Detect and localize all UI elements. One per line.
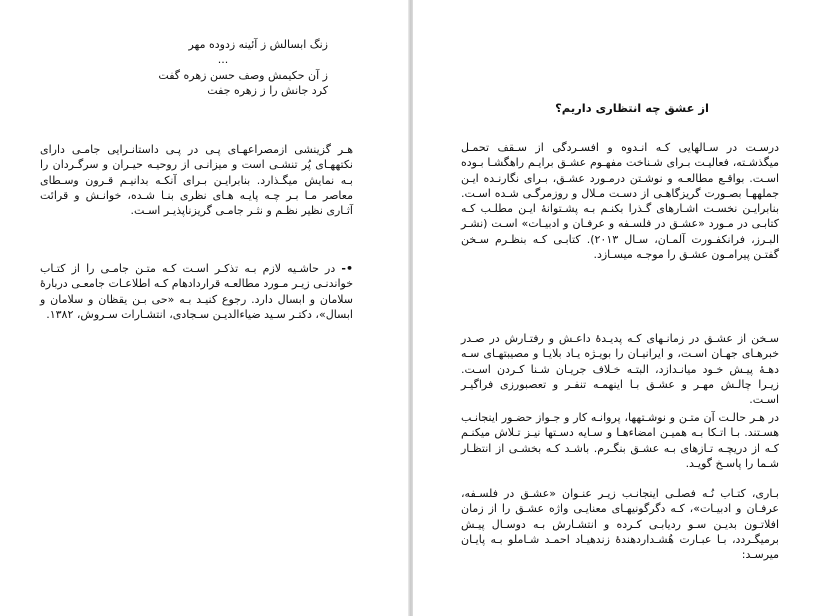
verse-line: کرد جانش را ز زهره جفت [207,83,328,97]
body-paragraph: هـر گزینشی ازمصراعهـای پـی در پـی داستانـرایی جامـی دارای نکتههـای پُر تنشـی است و میزانـی از روحیـه حیـران و سرگـردان را بـه نمایش میگـذارد. بنابرایـن بـرای آنکـه بدانیـم قـرون وسـطای معاصر مـا بـر چـه پایـه هـای نظری بنـا شـده، خوانـش و قرائت آثـاری نظیر نظـم و نثـر جامـی گریزناپذیـر اسـت. [40,143,353,218]
verse-line: زنگ ابسالش ز آئینه زدوده مهر [188,38,328,51]
verse-block [128,37,328,98]
footnote-mark: •- [341,262,353,275]
body-paragraph: در هـر حالـت آن متـن و نوشـتهها، پروانـه کار و جـواز حضـور اینجانـب هسـتند. بـا اتـکا بـه همیـن امضاءهـا و سـایه دسـتها نیـز تـلاش میکنـم کـه از دریچـه تـازهای بـه عشـق بنگـرم. باشـد کـه بخشـی از انتظـار شـما را پاسـخ گویـد. [461,411,779,470]
body-paragraph: بـاری، کتـاب نُـه فصلـی اینجانـب زیـر عنـوان «عشـق در فلسـفه، عرفـان و ادبیـات»، کـه دگرگونیهـای معنایـی واژه عشـق را از زمان افلاتـون بدیـن سـو ردیابـی کـرده و انتشـارش بـه دوسـال پیـش برمیگـردد، بـا عبـارت هُشـداردهندهٔ زندهیـاد احمـد شـاملو بـه پایـان میرسـد: [461,487,779,562]
body-paragraph: سـخن از عشـق در زمانـهای کـه پدیـدهٔ داعـش و رفتـارش در صـدر خبرهـای جهـان اسـت، و ایرانیـان را بویـژه یـاد بلایـا و مصیبتهـای سـه دهـهٔ پیـش خـود میانـدازد، البتـه خـلاف جریـان شـنا کـردن اسـت. زیـرا چالـش مهـر و عشـق بـا اینهمـه تنفـر و تعصبورزی فراگیـر اسـت. [461,332,779,407]
section-heading: از عشق چه انتظاری داریم؟ [555,101,709,115]
footnote [40,261,353,322]
body-paragraph: درسـت در سـالهایی کـه انـدوه و افسـردگی از سـقف تحمـل میگذشـته، فعالیـت بـرای شـناخت مفهـوم عشـق برایـم راهگشـا بـوده اسـت. بواقـع مطالعـه و نوشـتن درمـورد عشـق، بـرای نگارنـده ایـن جملههـا بصـورت گریزگاهـی از دسـت مـلال و روزمرگـی شـده اسـت. بنابرایـن نخسـت اشـارهای گـذرا بکنـم بـه پشـتوانهٔ ایـن مطلـب کـه کتابـی در مـورد «عشـق در فلسـفه و عرفـان و ادبیـات» اسـت (نشـر البـرز، فرانکفـورت آلمـان، سـال ۲۰۱۳). کتابـی کـه بنظـرم سـخن گفتـن پیرامـون عشـق را موجـه میسـازد. [461,141,779,262]
left-page [0,0,410,616]
verse-line: ز آن حکیمش وصف حسن زهره گفت [158,68,328,82]
verse-ellipsis: ... [217,53,229,67]
footnote-text: در حاشـیه لازم بـه تذکـر اسـت کـه متـن جامـی را از کتـاب خواندنـی زیـر مـورد مطالعـه قراردادهام کـه اطلاعـات جامعـی دربارهٔ سلامان و ابسال دارد. رجوع کنیـد بـه «حی بـن یقظان و سلامان و ابسال»، دکتـر سـید ضیاءالدیـن سـجادی، انتشـارات سـروش، ۱۳۸۲. [40,262,353,321]
right-page [413,0,823,616]
